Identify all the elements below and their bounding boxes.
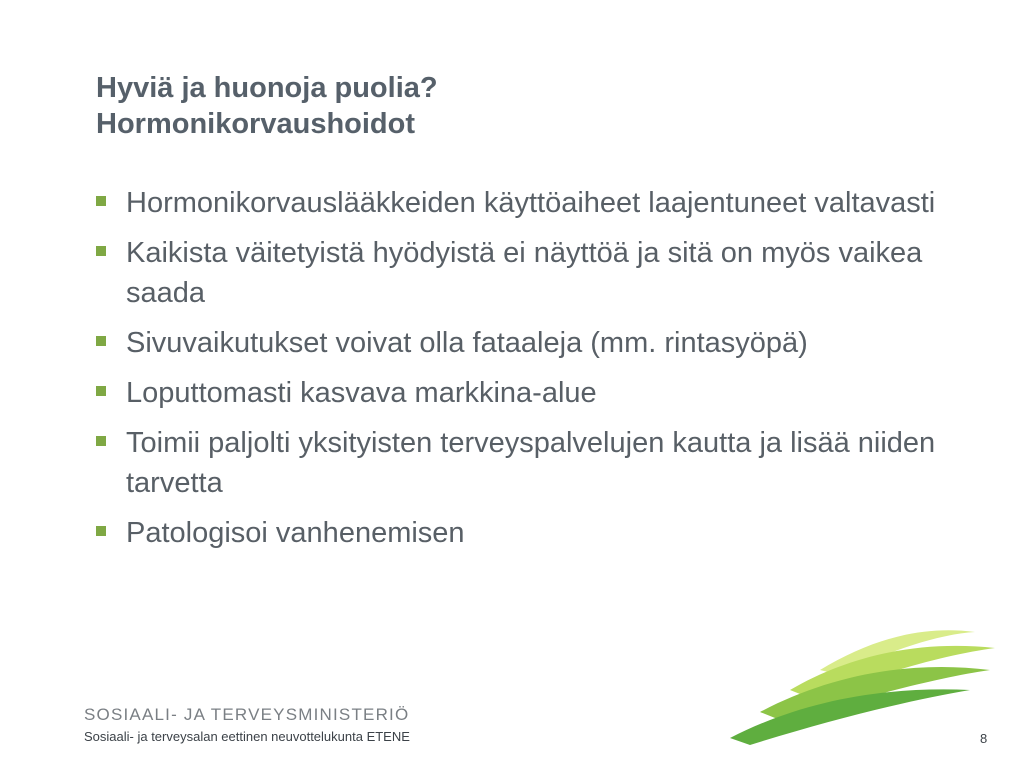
square-bullet-icon [96, 336, 106, 346]
square-bullet-icon [96, 526, 106, 536]
bullet-item [96, 423, 946, 503]
bullet-text: Sivuvaikutukset voivat olla fataaleja (mm. rintasyöpä) [126, 327, 808, 359]
bullet-text: Kaikista väitetyistä hyödyistä ei näyttöä ja sitä on myös vaikea saada [126, 237, 923, 309]
bullet-item [96, 233, 946, 313]
bullet-item [96, 513, 946, 553]
title-line-1: Hyviä ja huonoja puolia? [96, 72, 438, 104]
bullet-item [96, 323, 946, 363]
title-line-2: Hormonikorvaushoidot [96, 108, 416, 140]
page-number: 8 [980, 731, 988, 746]
bullet-item [96, 183, 946, 223]
square-bullet-icon [96, 246, 106, 256]
bullet-text: Hormonikorvauslääkkeiden käyttöaiheet laajentuneet valtavasti [126, 187, 936, 219]
square-bullet-icon [96, 436, 106, 446]
committee-name: Sosiaali- ja terveysalan eettinen neuvottelukunta ETENE [84, 729, 410, 744]
green-waves-logo-icon [720, 620, 1010, 750]
bullet-text: Toimii paljolti yksityisten terveyspalvelujen kautta ja lisää niiden tarvetta [126, 427, 936, 499]
bullet-list [96, 183, 946, 563]
bullet-text: Loputtomasti kasvava markkina-alue [126, 377, 597, 409]
bullet-text: Patologisoi vanhenemisen [126, 517, 465, 549]
ministry-name: SOSIAALI- JA TERVEYSMINISTERIÖ [84, 705, 410, 724]
square-bullet-icon [96, 386, 106, 396]
square-bullet-icon [96, 196, 106, 206]
bullet-item [96, 373, 946, 413]
slide-title [96, 70, 916, 142]
